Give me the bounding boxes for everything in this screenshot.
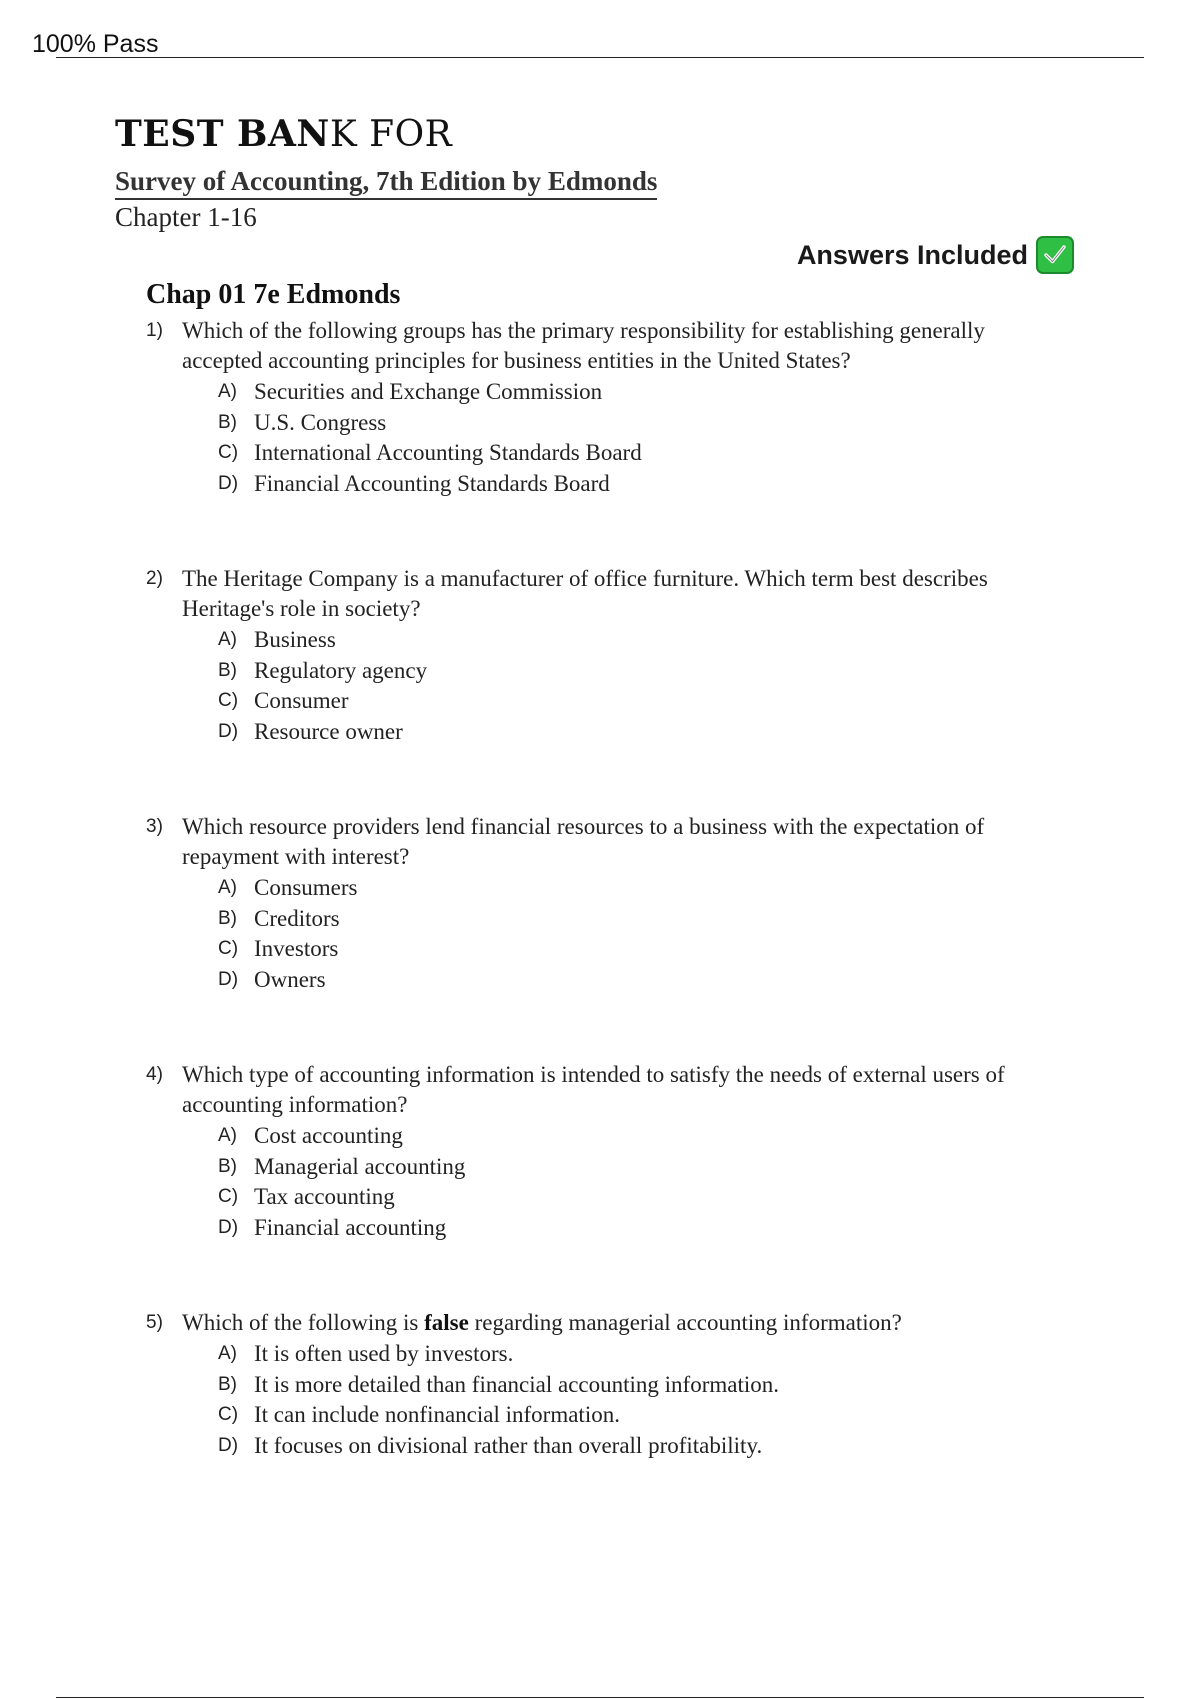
option-text: Creditors: [254, 905, 340, 931]
answers-badge: [797, 236, 1074, 274]
option-text: Financial Accounting Standards Board: [254, 470, 610, 496]
question-stem: [146, 1308, 1076, 1338]
answer-options: [218, 377, 1076, 499]
option-text: It is often used by investors.: [254, 1341, 514, 1366]
option-letter: A): [218, 877, 237, 898]
question-text: [182, 812, 984, 872]
option-letter: C): [218, 442, 239, 463]
option-letter: B): [218, 1155, 237, 1177]
question-line: accounting information?: [182, 1092, 408, 1117]
answer-option: [218, 377, 1076, 408]
chapter-heading: Chap 01 7e Edmonds: [146, 279, 401, 310]
question-line: accepted accounting principles for business entities in the United States?: [182, 348, 851, 373]
question-text: [182, 1060, 1005, 1120]
chapter-range: Chapter 1-16: [115, 202, 257, 232]
option-text: Consumers: [254, 875, 358, 900]
option-letter: D): [218, 1216, 239, 1238]
question-text-after: regarding managerial accounting information?: [468, 1310, 902, 1335]
option-text: Investors: [254, 936, 339, 961]
option-letter: C): [218, 1186, 239, 1207]
question-text: [182, 316, 985, 376]
title-bold-part: TEST BAN: [115, 113, 330, 155]
footer-rule: [56, 1697, 1144, 1698]
answer-option: [218, 1431, 1076, 1462]
answer-option: [218, 656, 1076, 687]
answer-option: [218, 1400, 1076, 1431]
answer-option: [218, 1182, 1076, 1213]
check-mark-icon: [1036, 236, 1074, 274]
answer-option: [218, 408, 1076, 439]
header-text: 100% Pass: [32, 30, 159, 58]
option-letter: C): [218, 938, 239, 959]
question-line: Which resource providers lend financial resources to a business with the expectation of: [182, 814, 985, 839]
question-2: [146, 564, 1076, 812]
answer-option: [218, 934, 1076, 965]
answer-options: [218, 1339, 1076, 1461]
question-number: 1): [146, 320, 163, 341]
option-letter: B): [218, 1373, 237, 1395]
option-letter: B): [218, 907, 237, 929]
answer-option: [218, 717, 1076, 748]
answer-option: [218, 625, 1076, 656]
answer-option: [218, 686, 1076, 717]
answer-option: [218, 965, 1076, 996]
title-light-part: K FOR: [329, 114, 453, 155]
option-text: It can include nonfinancial information.: [254, 1402, 620, 1427]
option-letter: C): [218, 690, 239, 711]
option-text: It focuses on divisional rather than overall profitability.: [254, 1432, 763, 1458]
option-text: Consumer: [254, 688, 349, 713]
question-line: Heritage's role in society?: [182, 596, 421, 621]
question-stem: [146, 316, 1076, 376]
option-text: Owners: [254, 966, 326, 992]
answer-option: [218, 1213, 1076, 1244]
option-text: Business: [254, 627, 336, 652]
option-letter: D): [218, 968, 239, 990]
header-rule: [56, 57, 1144, 58]
question-text-before: Which of the following is: [182, 1310, 425, 1335]
option-text: Financial accounting: [254, 1214, 447, 1240]
page-header: [32, 30, 1144, 58]
question-line: The Heritage Company is a manufacturer of office furniture. Which term best describes: [182, 566, 988, 591]
option-letter: A): [218, 381, 237, 402]
answer-option: [218, 1121, 1076, 1152]
answers-included-label: Answers Included: [796, 239, 1028, 270]
option-text: Securities and Exchange Commission: [254, 379, 603, 404]
question-stem: [146, 1060, 1076, 1120]
title-block: [115, 112, 1015, 234]
question-line: Which of the following groups has the primary responsibility for establishing generally: [182, 318, 985, 343]
answer-options: [218, 873, 1076, 995]
question-text: [182, 1308, 902, 1338]
question-4: [146, 1060, 1076, 1308]
question-5: [146, 1308, 1076, 1461]
option-letter: B): [218, 659, 237, 681]
option-text: It is more detailed than financial accounting information.: [254, 1371, 779, 1397]
option-text: U.S. Congress: [254, 409, 387, 435]
book-title: Survey of Accounting, 7th Edition by Edmonds: [115, 165, 657, 200]
option-letter: A): [218, 629, 237, 650]
option-letter: A): [218, 1125, 237, 1146]
option-letter: C): [218, 1404, 239, 1425]
option-text: Managerial accounting: [254, 1153, 466, 1179]
answer-option: [218, 469, 1076, 500]
check-mark-glyph: [1041, 241, 1069, 269]
question-number: 5): [146, 1312, 163, 1333]
answer-option: [218, 1152, 1076, 1183]
answer-option: [218, 438, 1076, 469]
question-stem: [146, 812, 1076, 872]
question-number: 2): [146, 568, 163, 589]
question-number: 3): [146, 816, 163, 837]
option-text: Resource owner: [254, 718, 403, 744]
answer-options: [218, 1121, 1076, 1243]
question-emphasis: false: [424, 1310, 469, 1335]
answer-option: [218, 1370, 1076, 1401]
option-letter: D): [218, 720, 239, 742]
question-text: [182, 564, 988, 624]
option-text: Tax accounting: [254, 1184, 395, 1209]
option-text: International Accounting Standards Board: [254, 440, 642, 465]
answer-option: [218, 873, 1076, 904]
option-letter: B): [218, 411, 237, 433]
option-letter: A): [218, 1343, 237, 1364]
option-letter: D): [218, 1434, 239, 1456]
test-bank-title: [115, 112, 1015, 157]
question-3: [146, 812, 1076, 1060]
option-text: Regulatory agency: [254, 657, 428, 683]
question-line: Which type of accounting information is intended to satisfy the needs of external users of: [182, 1062, 1005, 1087]
answer-option: [218, 904, 1076, 935]
question-number: 4): [146, 1064, 163, 1085]
answer-option: [218, 1339, 1076, 1370]
answer-options: [218, 625, 1076, 747]
option-text: Cost accounting: [254, 1123, 403, 1148]
option-letter: D): [218, 472, 239, 494]
question-stem: [146, 564, 1076, 624]
question-line: repayment with interest?: [182, 844, 410, 869]
question-1: [146, 316, 1076, 564]
question-list: [146, 316, 1076, 1461]
